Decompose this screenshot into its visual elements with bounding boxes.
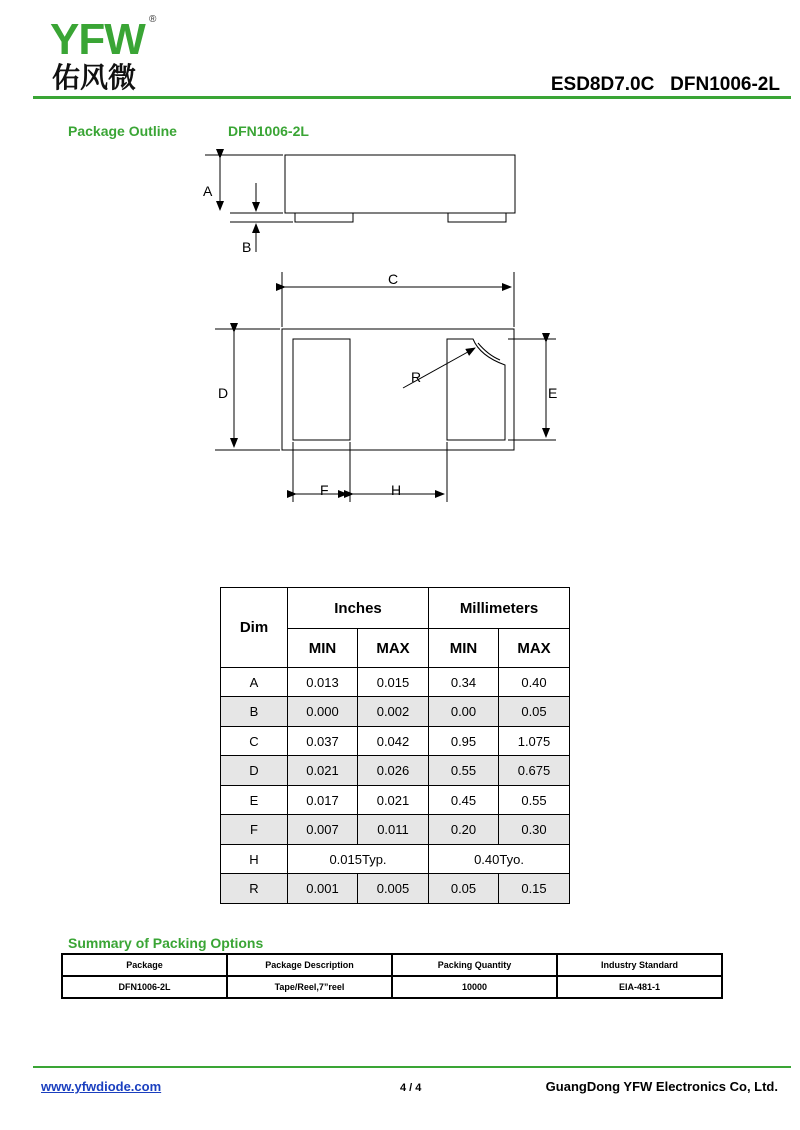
dim-label-a: A — [203, 183, 213, 199]
cell-in-min: 0.037 — [288, 727, 358, 756]
package-outline-label: Package Outline — [68, 123, 177, 139]
footer-rule — [33, 1066, 791, 1068]
packing-header: Package — [62, 954, 227, 976]
cell-mm-min: 0.45 — [429, 786, 499, 815]
cell-in-max: 0.026 — [358, 756, 429, 786]
table-row — [221, 668, 570, 697]
cell-dim: F — [221, 815, 288, 845]
document-title: ESD8D7.0C DFN1006-2L — [550, 74, 780, 95]
cell-mm-max: 0.30 — [499, 815, 570, 845]
cell-mm-max: 1.075 — [499, 727, 570, 756]
table-row — [221, 874, 570, 904]
cell-dim: E — [221, 786, 288, 815]
cell-in-min: 0.021 — [288, 756, 358, 786]
cell-mm-max: 0.15 — [499, 874, 570, 904]
table-subheader-in-min: MIN — [288, 629, 358, 668]
table-row — [221, 815, 570, 845]
logo-chinese: 佑风微 — [52, 62, 137, 93]
package-outline-name: DFN1006-2L — [228, 123, 309, 139]
cell-dim: B — [221, 697, 288, 727]
registered-mark: ® — [149, 14, 157, 25]
cell-mm-min: 0.05 — [429, 874, 499, 904]
bottom-view-pad-right — [447, 339, 505, 440]
cell-mm-max: 0.05 — [499, 697, 570, 727]
table-row — [221, 786, 570, 815]
packing-cell: DFN1006-2L — [62, 976, 227, 998]
cell-mm-min: 0.55 — [429, 756, 499, 786]
cell-in-min: 0.007 — [288, 815, 358, 845]
cell-mm-max: 0.675 — [499, 756, 570, 786]
bottom-view-pad-left — [293, 339, 350, 440]
cell-in-max: 0.015 — [358, 668, 429, 697]
table-header-millimeters: Millimeters — [429, 588, 570, 629]
packing-options-title: Summary of Packing Options — [68, 935, 264, 951]
packing-header: Package Description — [227, 954, 392, 976]
cell-dim: R — [221, 874, 288, 904]
cell-dim: A — [221, 668, 288, 697]
packing-header: Industry Standard — [557, 954, 722, 976]
table-subheader-mm-max: MAX — [499, 629, 570, 668]
cell-in-min: 0.017 — [288, 786, 358, 815]
cell-mm-typ: 0.40Tyo. — [429, 845, 570, 874]
cell-mm-max: 0.40 — [499, 668, 570, 697]
cell-in-min: 0.001 — [288, 874, 358, 904]
dim-label-f: F — [320, 482, 329, 498]
cell-in-max: 0.011 — [358, 815, 429, 845]
table-subheader-in-max: MAX — [358, 629, 429, 668]
packing-cell: EIA-481-1 — [557, 976, 722, 998]
bottom-view-body — [282, 329, 514, 450]
cell-in-max: 0.042 — [358, 727, 429, 756]
package-outline-drawing — [0, 0, 800, 560]
table-header-inches: Inches — [288, 588, 429, 629]
cell-dim: D — [221, 756, 288, 786]
dim-label-b: B — [242, 239, 252, 255]
cell-mm-min: 0.20 — [429, 815, 499, 845]
cell-in-typ: 0.015Typ. — [288, 845, 429, 874]
table-header-dim: Dim — [221, 588, 288, 668]
table-row — [221, 756, 570, 786]
page-number: 4 / 4 — [400, 1082, 422, 1094]
table-row — [221, 727, 570, 756]
cell-mm-max: 0.55 — [499, 786, 570, 815]
packing-data-row — [62, 976, 722, 998]
dim-label-d: D — [218, 385, 229, 401]
packing-cell: Tape/Reel,7”reel — [227, 976, 392, 998]
table-subheader-mm-min: MIN — [429, 629, 499, 668]
cell-dim: C — [221, 727, 288, 756]
cell-mm-min: 0.00 — [429, 697, 499, 727]
website-link[interactable]: www.yfwdiode.com — [41, 1079, 162, 1094]
dim-label-h: H — [391, 482, 402, 498]
cell-in-max: 0.021 — [358, 786, 429, 815]
company-name: GuangDong YFW Electronics Co, Ltd. — [545, 1079, 778, 1094]
dim-label-r: R — [411, 369, 422, 385]
packing-cell: 10000 — [392, 976, 557, 998]
side-view-body — [285, 155, 515, 213]
table-row — [221, 845, 570, 874]
dimension-table — [220, 587, 570, 904]
cell-mm-min: 0.95 — [429, 727, 499, 756]
dim-label-e: E — [548, 385, 558, 401]
cell-in-max: 0.005 — [358, 874, 429, 904]
cell-dim: H — [221, 845, 288, 874]
side-view-pad-left — [295, 213, 353, 222]
logo-letters: YFW — [50, 15, 145, 64]
packing-header: Packing Quantity — [392, 954, 557, 976]
packing-table — [61, 953, 723, 999]
cell-in-max: 0.002 — [358, 697, 429, 727]
cell-mm-min: 0.34 — [429, 668, 499, 697]
side-view-pad-right — [448, 213, 506, 222]
cell-in-min: 0.013 — [288, 668, 358, 697]
table-row — [221, 697, 570, 727]
cell-in-min: 0.000 — [288, 697, 358, 727]
dim-label-c: C — [388, 271, 399, 287]
packing-header-row — [62, 954, 722, 976]
